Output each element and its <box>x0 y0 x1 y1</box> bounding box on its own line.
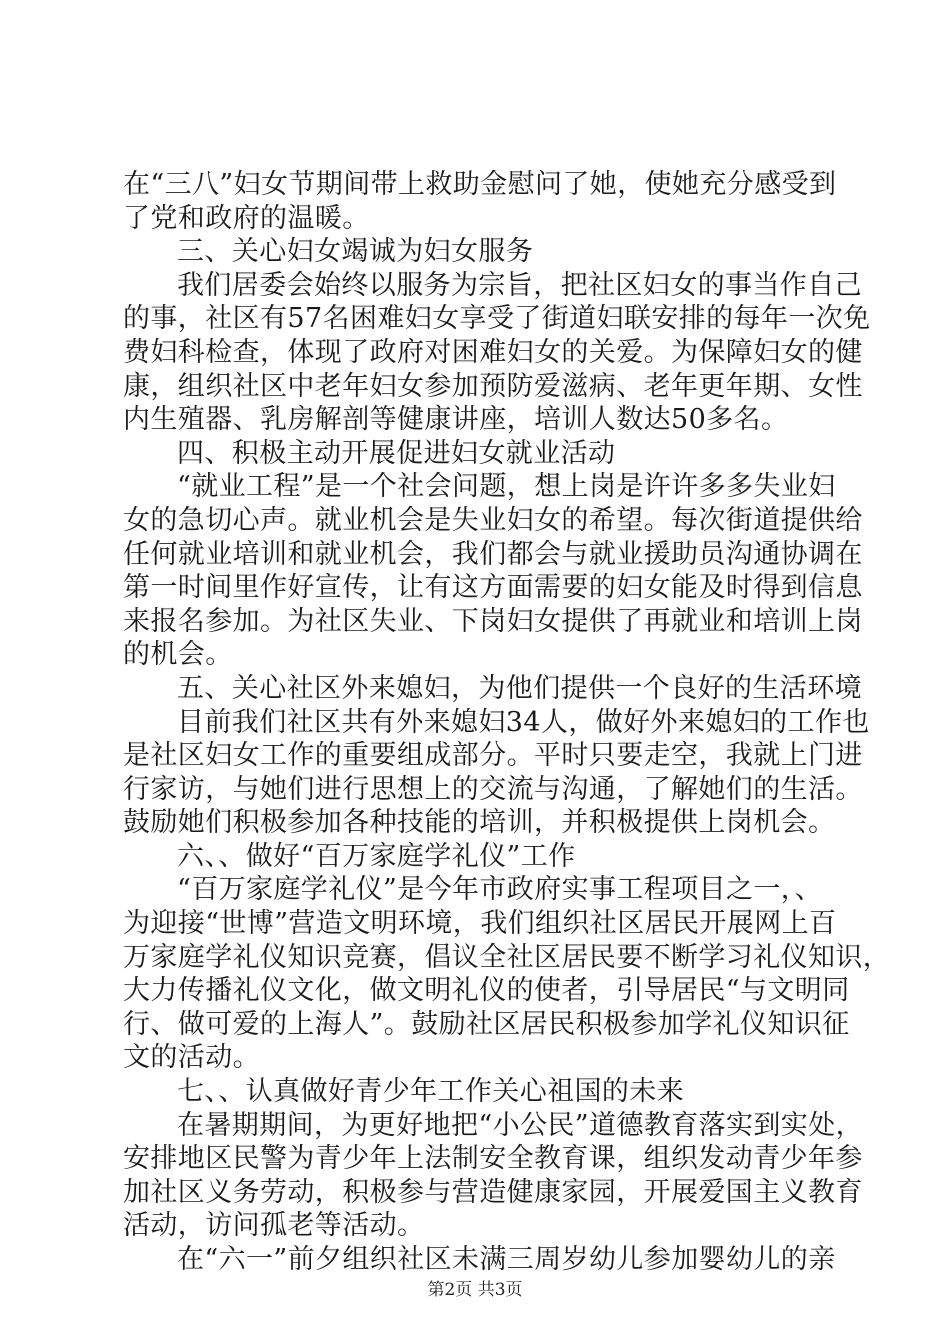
text-line: 鼓励她们积极参加各种技能的培训，并积极提供上岗机会。 <box>123 807 836 839</box>
text-line: 康，组织社区中老年妇女参加预防爱滋病、老年更年期、女性 <box>123 370 863 402</box>
text-line: 第一时间里作好宣传，让有这方面需要的妇女能及时得到信息 <box>123 572 863 604</box>
text-line: 在“六一”前夕组织社区未满三周岁幼儿参加婴幼儿的亲 <box>177 1244 836 1275</box>
text-line: 内生殖器、乳房解剖等健康讲座，培训人数达50多名。 <box>123 404 789 436</box>
text-line: 任何就业培训和就业机会，我们都会与就业援助员沟通协调在 <box>123 538 863 570</box>
text-line: 行家访，与她们进行思想上的交流与沟通，了解她们的生活。 <box>123 773 863 805</box>
text-line: 四、积极主动开展促进妇女就业活动 <box>177 437 616 469</box>
text-line: 七、、认真做好青少年工作关心祖国的未来 <box>177 1076 685 1108</box>
text-line: 行、做可爱的上海人”。鼓励社区居民积极参加学礼仪知识征 <box>123 1008 850 1040</box>
page-footer: 第2页 共3页 <box>427 1280 523 1300</box>
text-line: 五、关心社区外来媳妇，为他们提供一个良好的生活环境 <box>177 672 862 704</box>
text-line: 的机会。 <box>123 639 233 671</box>
text-line: 为迎接“世博”营造文明环境，我们组织社区居民开展网上百 <box>123 908 837 940</box>
text-line: 费妇科检查，体现了政府对困难妇女的关爱。为保障妇女的健 <box>123 336 863 368</box>
text-line: 是社区妇女工作的重要组成部分。平时只要走空，我就上门进 <box>123 740 863 772</box>
text-line: 来报名参加。为社区失业、下岗妇女提供了再就业和培训上岗 <box>123 605 863 637</box>
text-line: “就业工程”是一个社会问题，想上岗是许许多多失业妇 <box>177 471 836 503</box>
text-line: 活动，访问孤老等活动。 <box>123 1210 425 1242</box>
text-line: 三、关心妇女竭诚为妇女服务 <box>177 236 534 268</box>
text-line: 的事，社区有57名困难妇女享受了街道妇联安排的每年一次免 <box>123 303 871 335</box>
text-line: 我们居委会始终以服务为宗旨，把社区妇女的事当作自己 <box>177 269 862 301</box>
text-line: 在“三八”妇女节期间带上救助金慰问了她，使她充分感受到 <box>123 169 837 200</box>
text-line: “百万家庭学礼仪”是今年市政府实事工程项目之一，、 <box>177 874 823 906</box>
text-line: 在暑期期间，为更好地把“小公民”道德教育落实到实处， <box>177 1109 864 1141</box>
text-line: 安排地区民警为青少年上法制安全教育课，组织发动青少年参 <box>123 1143 863 1175</box>
text-line: 六、、做好“百万家庭学礼仪”工作 <box>177 840 576 872</box>
text-line: 加社区义务劳动，积极参与营造健康家园，开展爱国主义教育 <box>123 1176 863 1208</box>
text-line: 大力传播礼仪文化，做文明礼仪的使者，引导居民“与文明同 <box>123 975 850 1007</box>
document-body <box>123 168 891 1277</box>
text-line: 女的急切心声。就业机会是失业妇女的希望。每次街道提供给 <box>123 504 863 536</box>
text-line: 了党和政府的温暖。 <box>123 202 370 234</box>
text-line: 万家庭学礼仪知识竞赛，倡议全社区居民要不断学习礼仪知识， <box>123 941 891 973</box>
text-line: 目前我们社区共有外来媳妇34人，做好外来媳妇的工作也 <box>177 706 870 738</box>
text-line: 文的活动。 <box>123 1042 260 1074</box>
